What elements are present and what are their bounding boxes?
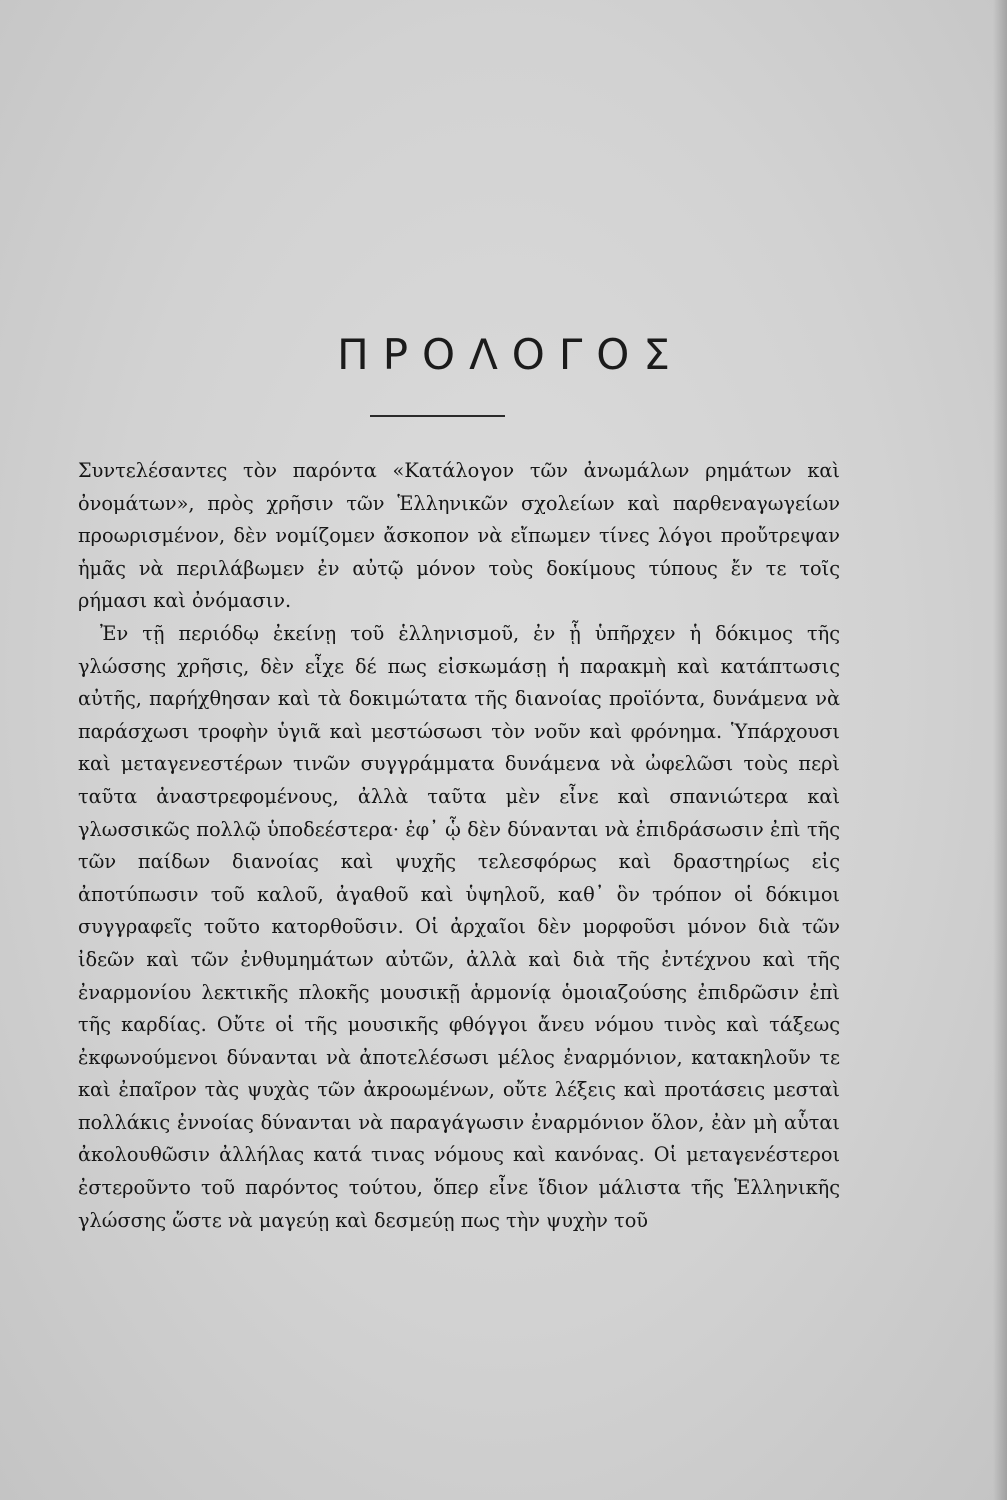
page-edge-shadow	[993, 0, 1007, 1500]
page-title: ΠΡΟΛΟΓΟΣ	[337, 330, 684, 379]
paragraph: Ἐν τῇ περιόδῳ ἐκείνῃ τοῦ ἑλληνισμοῦ, ἐν ᾗ ὑπῆρχεν ἡ δόκιμος τῆς γλώσσης χρῆσις, δὲν εἶχε δέ πως εἰσκωμάσῃ ἡ παρακμὴ καὶ κατάπτωσις αὐτῆς, παρήχθησαν καὶ τὰ δοκιμώτατα τῆς διανοίας προϊόντα, δυνάμενα νὰ παράσχωσι τροφὴν ὑγιᾶ καὶ μεστώσωσι τὸν νοῦν καὶ φρόνημα. Ὑπάρχουσι καὶ μεταγενεστέρων τινῶν συγγράμματα δυνάμενα νὰ ὠφελῶσι τοὺς περὶ ταῦτα ἀναστρεφομένους, ἀλλὰ ταῦτα μὲν εἶνε καὶ σπανιώτερα καὶ γλωσσικῶς πολλῷ ὑποδεέστερα· ἐφ᾿ ᾧ δὲν δύνανται νὰ ἐπιδράσωσιν ἐπὶ τῆς τῶν παίδων διανοίας καὶ ψυχῆς τελεσφόρως καὶ δραστηρίως εἰς ἀποτύπωσιν τοῦ καλοῦ, ἀγαθοῦ καὶ ὑψηλοῦ, καθ᾿ ὃν τρόπον οἱ δόκιμοι συγγραφεῖς τοῦτο κατορθοῦσιν. Οἱ ἀρχαῖοι δὲν μορφοῦσι μόνον διὰ τῶν ἰδεῶν καὶ τῶν ἐνθυμημάτων αὐτῶν, ἀλλὰ καὶ διὰ τῆς ἐντέχνου καὶ τῆς ἐναρμονίου λεκτικῆς πλοκῆς μουσικῇ ἁρμονίᾳ ὁμοιαζούσης ἐπιδρῶσιν ἐπὶ τῆς καρδίας. Οὔτε οἱ τῆς μουσικῆς φθόγγοι ἄνευ νόμου τινὸς καὶ τάξεως ἐκφωνούμενοι δύνανται νὰ ἀποτελέσωσι μέλος ἐναρμόνιον, κατακηλοῦν τε καὶ ἐπαῖρον τὰς ψυχὰς τῶν ἀκροωμένων, οὔτε λέξεις καὶ προτάσεις μεσταὶ πολλάκις ἐννοίας δύνανται νὰ παραγάγωσιν ἐναρμόνιον ὅλον, ἐὰν μὴ αὗται ἀκολουθῶσιν ἀλλήλας κατά τινας νόμους καὶ κανόνας. Οἱ μεταγενέστεροι ἐστεροῦντο τοῦ παρόντος τούτου, ὅπερ εἶνε ἴδιον μάλιστα τῆς Ἑλληνικῆς γλώσσης ὥστε νὰ μαγεύῃ καὶ δεσμεύῃ πως τὴν ψυχὴν τοῦ	[78, 621, 840, 1232]
title-underline-divider	[370, 415, 505, 417]
paragraph: Συντελέσαντες τὸν παρόντα «Κατάλογον τῶν ἀνωμάλων ρημάτων καὶ ὀνομάτων», πρὸς χρῆσιν τῶν Ἑλληνικῶν σχολείων καὶ παρθεναγωγείων προωρισμένον, δὲν νομίζομεν ἄσκοπον νὰ εἴπωμεν τίνες λόγοι προὔτρεψαν ἡμᾶς νὰ περιλάβωμεν ἐν αὐτῷ μόνον τοὺς δοκίμους τύπους ἔν τε τοῖς ρήμασι καὶ ὀνόμασιν.	[78, 459, 840, 613]
body-text	[78, 455, 840, 1237]
